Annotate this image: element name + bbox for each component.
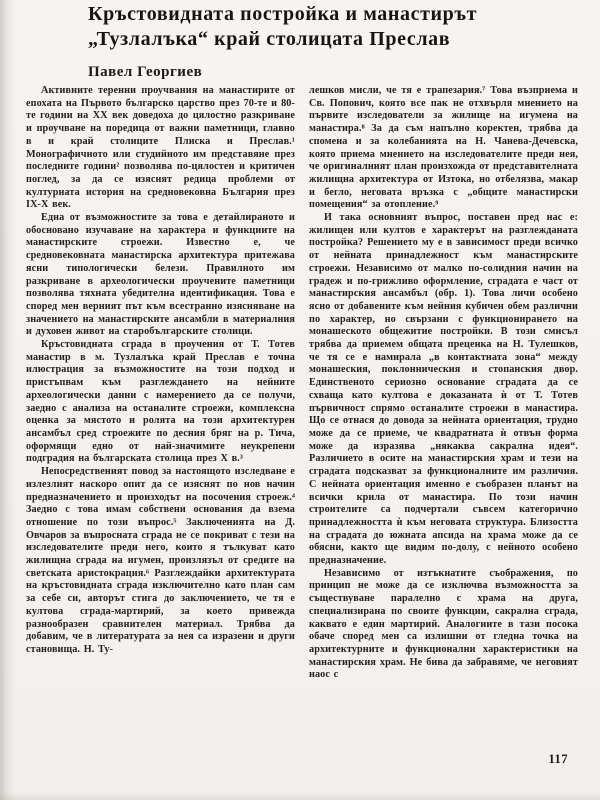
- article-header: [88, 2, 578, 81]
- article-body: [26, 85, 578, 755]
- paragraph-right-3: Независимо от изтъкнатите съображения, по принцип не може да се изключва възможността за съществуване паралелно с храма на друга, специализирана по своите функции, сакрална сграда, каквато е един мартирий. Аналогиите в тази посока обаче според мен са излишни от гледна точка на архитектурните и функционални характеристики на манастирския храм. Не бива да забравяме, че неговият наос с: [309, 567, 578, 681]
- paragraph-left-1: Активните теренни проучвания на манастирите от епохата на Първото българско царство през 70-те и 80-те години на XX век доведоха до цялостно разкриване и проучване на поредица от важни паметници, главно в и край столиците Плиска и Преслав.¹ Монографичното или студийното им представяне през последните години² позволява по-цялостен и критичен поглед, за да се изяснят редица проблеми от културната история на средновековна България през IX-X век.: [26, 85, 295, 211]
- paragraph-left-4: Непосредственият повод за настоящото изследване е излезлият наскоро опит да се изяснят по нов начин предназначението и произходът на посочения строеж.⁴ Заедно с това имам собствени основания да взема отношение по този въпрос.⁵ Заключенията на Д. Овчаров за въпросната сграда не се покриват с тези на изследователите преди него, които я тълкуват като жилищна сграда на игумен, произлязъл от средите на светската аристокрация.⁶ Разглеждайки архитектурата на кръстовидната сграда изключително като план сам за себе си, авторът стига до заключението, че тя е култова сграда-мартирий, за което привежда разнообразен сравнителен материал. Трябва да добавим, че в литературата за нея са изразени и други становища. Н. Ту-: [26, 466, 295, 655]
- article-title-line1: Кръстовидната постройка и манастирът: [88, 3, 478, 25]
- scan-bottom-shadow: [0, 792, 600, 800]
- column-right: [309, 85, 578, 755]
- scan-left-edge-shadow: [0, 0, 16, 800]
- article-author: Павел Георгиев: [88, 64, 203, 80]
- article-title-line2: „Тузлалъка“ край столицата Преслав: [88, 28, 451, 50]
- paragraph-right-2: И така основният въпрос, поставен пред нас е: жилищен или култов е характерът на разглежданата постройка? Решението му е в зависимост преди всичко от нейната принадлежност към манастирските строежи. Независимо от малко по-солидния начин на градеж и по-грижливо оформление, сградата е част от манастирския ансамбъл (обр. 1). Това личи особено ясно от добавените към нейния кубичен обем различни по характер, но свързани с функционирането на монашеското общежитие постройки. В този смисъл трябва да приемем общата преценка на Н. Тулешков, че тя се е намирала „в контактната зона“ между монашеския, поклонническия и стопанския двор. Единственото сериозно основание сградата да се схваща като култова е доказаната ѝ от Т. Тотев първичност спрямо останалите строежи в манастира. Що се отнася до довода за нейната ориентация, трудно може да се приеме, че квадратната ѝ отвън форма може да изразява „някаква сакрална идея“. Различието в осите на манастирския храм и тези на сградата подсказват за функционалните им различия. С нейната ориентация именно е съобразен планът на всички крила от манастира. По този начин строителите са подчертали съвсем категорично принадлежността ѝ към неговата структура. Близостта на сградата до южната апсида на храма може да се обясни, както ще видим по-долу, с нейното особено предназначение.: [309, 212, 578, 567]
- paragraph-left-2: Една от възможностите за това е детайлираното и обосновано изучаване на характера и функциите на манастирските строежи. Известно е, че средновековната манастирска архитектура притежава ясни типологически белези. Правилното им разкриване в археологически проучените паметници позволява тяхната убедителна идентификация. Това е според мен верният път към всестранно изясняване на значението на манастирските ансамбли в материалния и духовен живот на старобългарските столици.: [26, 212, 295, 338]
- page-number: 117: [548, 752, 568, 766]
- paragraph-left-3: Кръстовидната сграда в проучения от Т. Тотев манастир в м. Тузлалъка край Преслав е точна илюстрация за възможностите на този подход и пристъпвам към разглеждането на нейните археологически данни с намерението да се получи, заедно с анализа на останалите строежи, комплексна оценка за мястото и ролята на този архитектурен ансамбъл сред строежите по десния бряг на р. Тича, оформящи едно от най-значимите неукрепени подградия на българската столица през X в.³: [26, 339, 295, 465]
- column-left: [26, 85, 295, 755]
- article-title: [88, 2, 578, 52]
- paragraph-right-1-continuation: лешков мисли, че тя е трапезария.⁷ Това възприема и Св. Попович, която все пак не отхвърля мнението на първите изследователи за жилище на игумена на манастира.⁸ За да съм напълно коректен, трябва да спомена и за колебанията на Н. Чанева-Дечевска, която приема мнението на изследователите преди нея, че оригиналният план произхожда от представителната жилищна архитектура от Изтока, но отбелязва, макар и бегло, неговата връзка с „общите манастирски помещения“ за отопление.⁹: [309, 85, 578, 211]
